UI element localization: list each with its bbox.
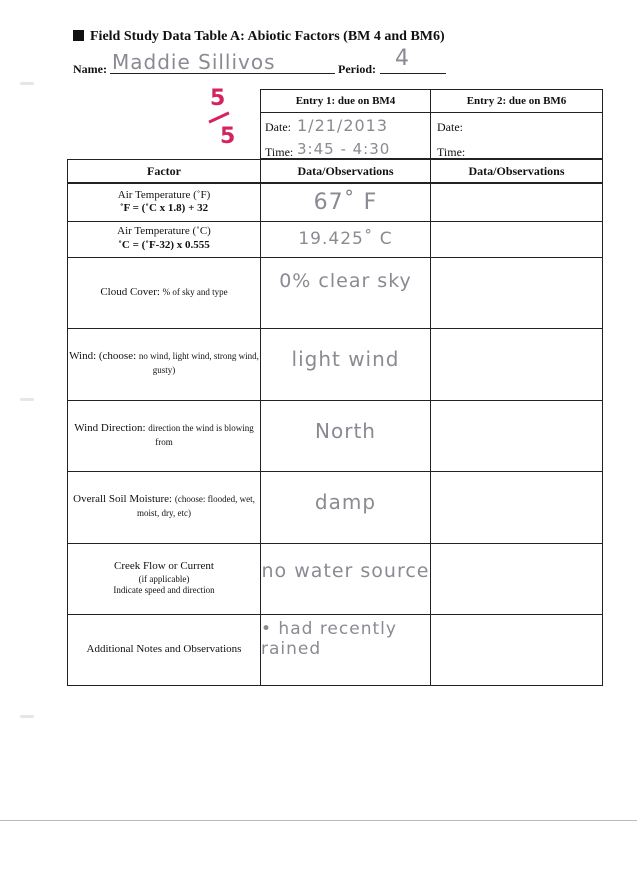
factor-cell: Additional Notes and Observations <box>68 614 261 685</box>
table-row <box>68 614 603 685</box>
obs1-cell[interactable]: North <box>261 400 431 471</box>
table-row <box>68 400 603 471</box>
scan-mark <box>20 715 34 718</box>
obs1-cell[interactable]: damp <box>261 471 431 543</box>
obs2-cell[interactable] <box>431 400 603 471</box>
factor-cell: Wind: (choose: no wind, light wind, strong wind, gusty) <box>68 328 261 400</box>
entry1-header: Entry 1: due on BM4 <box>261 90 431 113</box>
obs2-cell[interactable] <box>431 543 603 614</box>
entry1-time-label: Time: <box>265 145 294 159</box>
table-row <box>68 543 603 614</box>
factor-cell: Creek Flow or Current (if applicable) Indicate speed and direction <box>68 543 261 614</box>
obs2-cell[interactable] <box>431 328 603 400</box>
obs2-cell[interactable] <box>431 471 603 543</box>
period-underline <box>380 73 446 74</box>
entry2-date-label: Date: <box>437 120 463 134</box>
name-label: Name: <box>73 62 107 76</box>
grade-numerator: 5 <box>210 86 226 111</box>
grade-slash <box>208 111 229 123</box>
obs1-cell[interactable]: 67˚ F <box>261 183 431 221</box>
period-value[interactable]: 4 <box>395 46 410 71</box>
factor-cell: Overall Soil Moisture: (choose: flooded, wet, moist, dry, etc) <box>68 471 261 543</box>
entry2-time-label: Time: <box>437 145 466 159</box>
page-edge <box>0 820 637 821</box>
factor-cell: Air Temperature (˚F) ˚F = (˚C x 1.8) + 32 <box>68 183 261 221</box>
entry2-cell[interactable] <box>431 113 603 159</box>
factor-cell: Air Temperature (˚C) ˚C = (˚F-32) x 0.555 <box>68 221 261 257</box>
entry1-time-value[interactable]: 3:45 - 4:30 <box>297 140 391 158</box>
entry-table <box>260 89 603 159</box>
entry1-date-value[interactable]: 1/21/2013 <box>297 116 389 135</box>
table-row <box>68 471 603 543</box>
factor-cell: Cloud Cover: % of sky and type <box>68 257 261 328</box>
obs2-cell[interactable] <box>431 257 603 328</box>
obs2-cell[interactable] <box>431 221 603 257</box>
obs1-cell[interactable]: 19.425˚ C <box>261 221 431 257</box>
table-row <box>68 257 603 328</box>
bullet-square-icon <box>73 30 84 41</box>
abiotic-factors-table <box>67 159 603 686</box>
obs1-cell[interactable]: • had recently rained <box>261 614 431 685</box>
table-row <box>68 221 603 257</box>
grade-denominator: 5 <box>220 124 236 149</box>
factor-cell: Wind Direction: direction the wind is blowing from <box>68 400 261 471</box>
header-factor: Factor <box>68 160 261 184</box>
obs2-cell[interactable] <box>431 183 603 221</box>
header-obs1: Data/Observations <box>261 160 431 184</box>
obs1-cell[interactable]: no water source <box>261 543 431 614</box>
table-row <box>68 328 603 400</box>
page-title: Field Study Data Table A: Abiotic Factors (BM 4 and BM6) <box>73 29 445 45</box>
name-value[interactable]: Maddie Sillivos <box>112 50 276 74</box>
scan-mark <box>20 82 34 85</box>
name-underline <box>110 73 335 74</box>
entry1-date-label: Date: <box>265 120 291 134</box>
obs1-cell[interactable]: light wind <box>261 328 431 400</box>
obs1-cell[interactable]: 0% clear sky <box>261 257 431 328</box>
scan-mark <box>20 398 34 401</box>
period-label: Period: <box>338 62 376 76</box>
header-obs2: Data/Observations <box>431 160 603 184</box>
entry2-header: Entry 2: due on BM6 <box>431 90 603 113</box>
obs2-cell[interactable] <box>431 614 603 685</box>
table-row <box>68 183 603 221</box>
entry1-cell[interactable] <box>261 113 431 159</box>
